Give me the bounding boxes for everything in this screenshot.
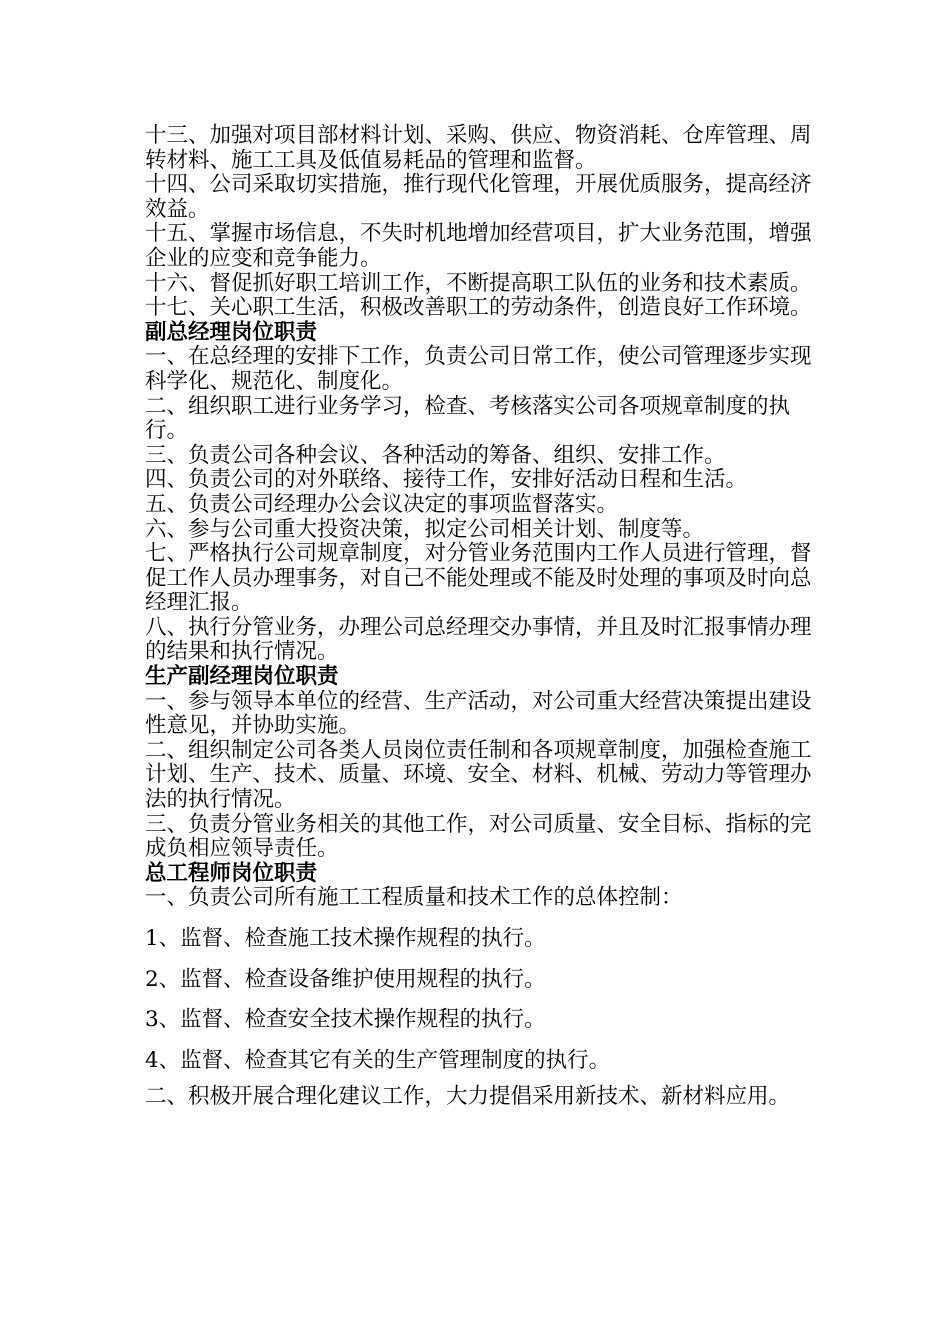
deputy-gm-item-5: 五、负责公司经理办公会议决定的事项监督落实。 (145, 491, 619, 517)
section-heading-chief-engineer: 总工程师岗位职责 (145, 860, 318, 886)
chief-engineer-subitem-3: 3、监督、检查安全技术操作规程的执行。 (145, 1007, 546, 1033)
deputy-gm-item-6: 六、参与公司重大投资决策，拟定公司相关计划、制度等。 (145, 516, 705, 542)
deputy-gm-item-1: 一、在总经理的安排下工作，负责公司日常工作，使公司管理逐步实现科学化、规范化、制度化。 (145, 344, 812, 394)
chief-engineer-subitem-4: 4、监督、检查其它有关的生产管理制度的执行。 (145, 1047, 611, 1073)
paragraph-13: 十三、加强对项目部材料计划、采购、供应、物资消耗、仓库管理、周转材料、施工工具及低值易耗品的管理和监督。 (145, 123, 812, 173)
chief-engineer-subitem-2: 2、监督、检查设备维护使用规程的执行。 (145, 966, 546, 992)
paragraph-17: 十七、关心职工生活，积极改善职工的劳动条件，创造良好工作环境。 (145, 295, 812, 321)
deputy-gm-item-8: 八、执行分管业务，办理公司总经理交办事情，并且及时汇报事情办理的结果和执行情况。 (145, 614, 812, 665)
document-page (145, 124, 815, 1110)
deputy-gm-item-2: 二、组织职工进行业务学习，检查、考核落实公司各项规章制度的执行。 (145, 393, 791, 444)
paragraph-16: 十六、督促抓好职工培训工作，不断提高职工队伍的业务和技术素质。 (145, 270, 812, 296)
production-deputy-item-1: 一、参与领导本单位的经营、生产活动，对公司重大经营决策提出建设性意见，并协助实施。 (145, 688, 812, 739)
chief-engineer-intro: 一、负责公司所有施工工程质量和技术工作的总体控制： (145, 885, 683, 911)
production-deputy-item-3: 三、负责分管业务相关的其他工作，对公司质量、安全目标、指标的完成负相应领导责任。 (145, 811, 812, 862)
paragraph-15: 十五、掌握市场信息，不失时机地增加经营项目，扩大业务范围，增强企业的应变和竞争能力。 (145, 221, 812, 271)
section-heading-production-deputy: 生产副经理岗位职责 (145, 664, 339, 690)
paragraph-14: 十四、公司采取切实措施，推行现代化管理，开展优质服务，提高经济效益。 (145, 172, 812, 222)
chief-engineer-subitem-1: 1、监督、检查施工技术操作规程的执行。 (145, 926, 546, 951)
deputy-gm-item-3: 三、负责公司各种会议、各种活动的筹备、组织、安排工作。 (145, 442, 726, 468)
production-deputy-item-2: 二、组织制定公司各类人员岗位责任制和各项规章制度，加强检查施工计划、生产、技术、质量、环境、安全、材料、机械、劳动力等管理办法的执行情况。 (145, 737, 812, 813)
deputy-gm-item-7: 七、严格执行公司规章制度，对分管业务范围内工作人员进行管理，督促工作人员办理事务，对自己不能处理或不能及时处理的事项及时向总经理汇报。 (145, 541, 812, 616)
chief-engineer-closing: 二、积极开展合理化建议工作，大力提倡采用新技术、新材料应用。 (145, 1084, 791, 1110)
deputy-gm-item-4: 四、负责公司的对外联络、接待工作，安排好活动日程和生活。 (145, 467, 748, 493)
section-heading-deputy-gm: 副总经理岗位职责 (145, 319, 318, 345)
